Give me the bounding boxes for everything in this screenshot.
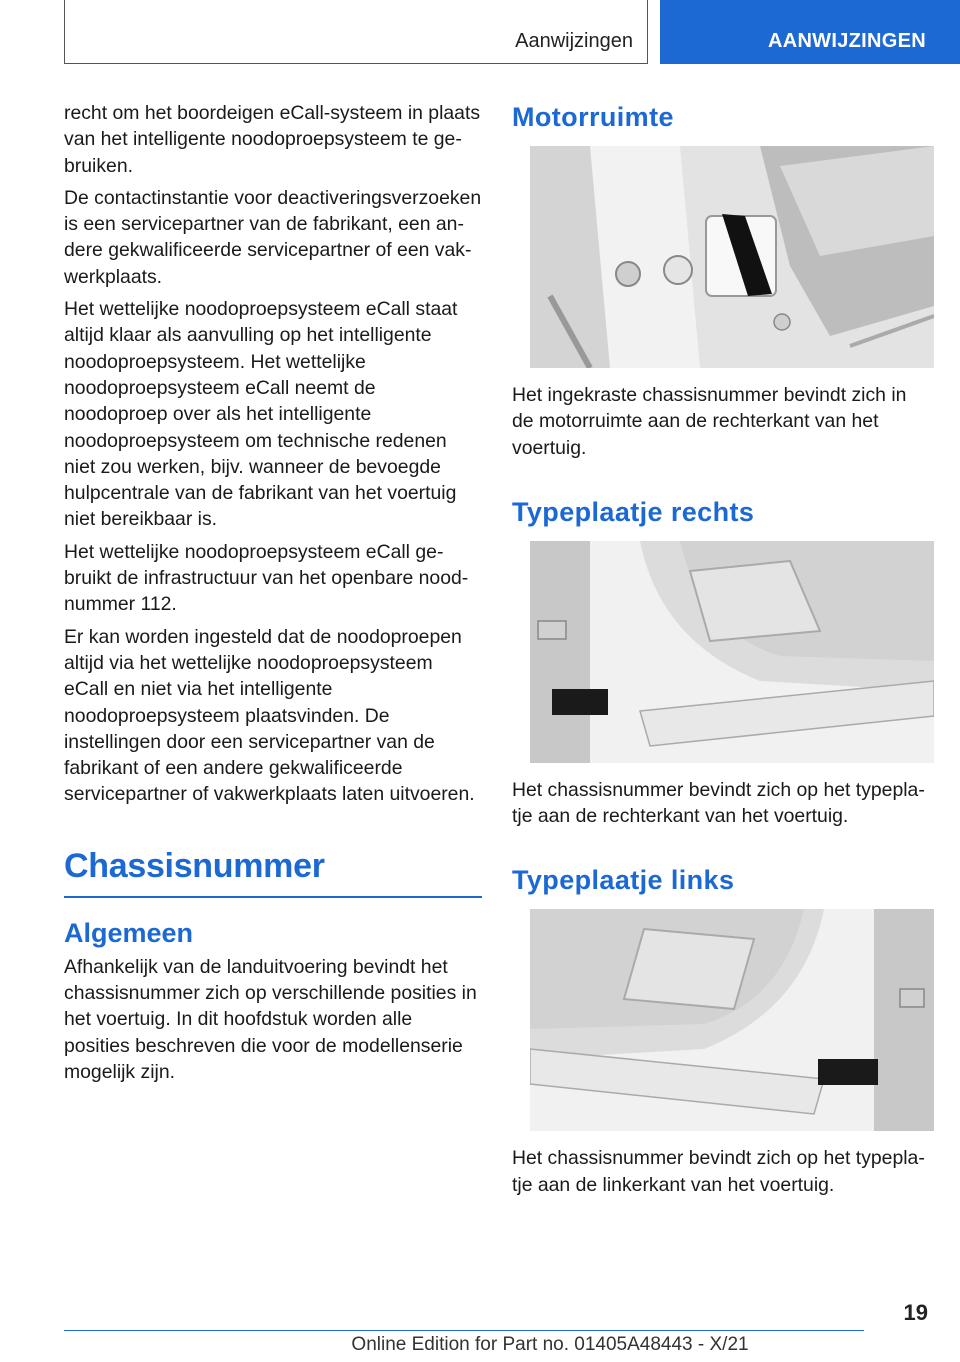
left-sill-type-plate-illustration — [530, 909, 934, 1131]
subheading: Algemeen — [64, 917, 194, 948]
caption-typeplaatje-rechts: Het chassisnummer bevindt zich op het typeplatje aan de rechterkant van het voertuig. — [512, 778, 925, 828]
caption-typeplaatje-links: Het chassisnummer bevindt zich op het typeplatje aan de linkerkant van het voertuig. — [512, 1147, 925, 1196]
page-number: 19 — [903, 1300, 928, 1325]
header-chapter-tab — [660, 0, 960, 64]
caption-motorruimte: Het ingekraste chassisnummer bevindt zich in de motorruimte aan de rechterkant van het voertuig. — [512, 384, 907, 459]
right-sill-type-plate-illustration — [530, 541, 934, 763]
body-paragraph: recht om het boordeigen eCall-systeem in plaats van het intelligente noodoproepsysteem te gebruiken. — [64, 102, 481, 177]
body-paragraph: De contactinstantie voor deactiveringsverzoeken is een servicepartner van de fabrikant, een andere gekwalificeerde servicepartner of een vakwerkplaats. — [64, 186, 482, 288]
body-paragraph: Er kan worden ingesteld dat de noodoproepen altijd via het wettelijke noodoproepsysteem eCall en niet via het intelligente noodoproepsysteem plaatsvinden. De instellingen door een servicepartner van de fabrikant of een andere gekwalificeerde servicepartner of vakwerkplaats laten uitvoeren. — [64, 625, 475, 806]
right-column — [512, 100, 930, 1232]
section-title-typeplaatje-rechts: Typeplaatje rechts — [512, 496, 755, 527]
section-title-motorruimte: Motorruimte — [512, 102, 674, 132]
engine-bay-illustration — [530, 146, 934, 368]
header-section-box — [64, 0, 648, 64]
body-paragraph: Het wettelijke noodoproepsysteem eCall staat altijd klaar als aanvulling op het intelligente noodoproepsysteem. Het wettelijke noodoproepsysteem eCall neemt de noodoproep over als het intelligente noodoproepsysteem om technische redenen niet zou werken, bijv. wanneer de bevoegde hulpcentrale van de fabrikant van het voertuig niet bereikbaar is. — [64, 298, 458, 531]
chapter-title: Chassisnummer — [64, 846, 482, 898]
general-paragraph: Afhankelijk van de landuitvoering bevindt het chassisnummer zich op verschillende posities in het voertuig. In dit hoofdstuk worden alle posities beschreven die voor de modellenserie mogelijk zijn. — [64, 955, 477, 1083]
header-section-label: Aanwijzingen — [515, 30, 633, 52]
left-column — [64, 100, 482, 1091]
header-chapter-tab-label: AANWIJZINGEN — [767, 30, 926, 52]
footer-edition-text: Online Edition for Part no. 01405A48443 - X/21 — [351, 1334, 749, 1355]
footer-divider — [64, 1330, 864, 1331]
body-paragraph: Het wettelijke noodoproepsysteem eCall gebruikt de infrastructuur van het openbare noodnummer 112. — [64, 540, 469, 616]
section-title-typeplaatje-links: Typeplaatje links — [512, 865, 735, 896]
